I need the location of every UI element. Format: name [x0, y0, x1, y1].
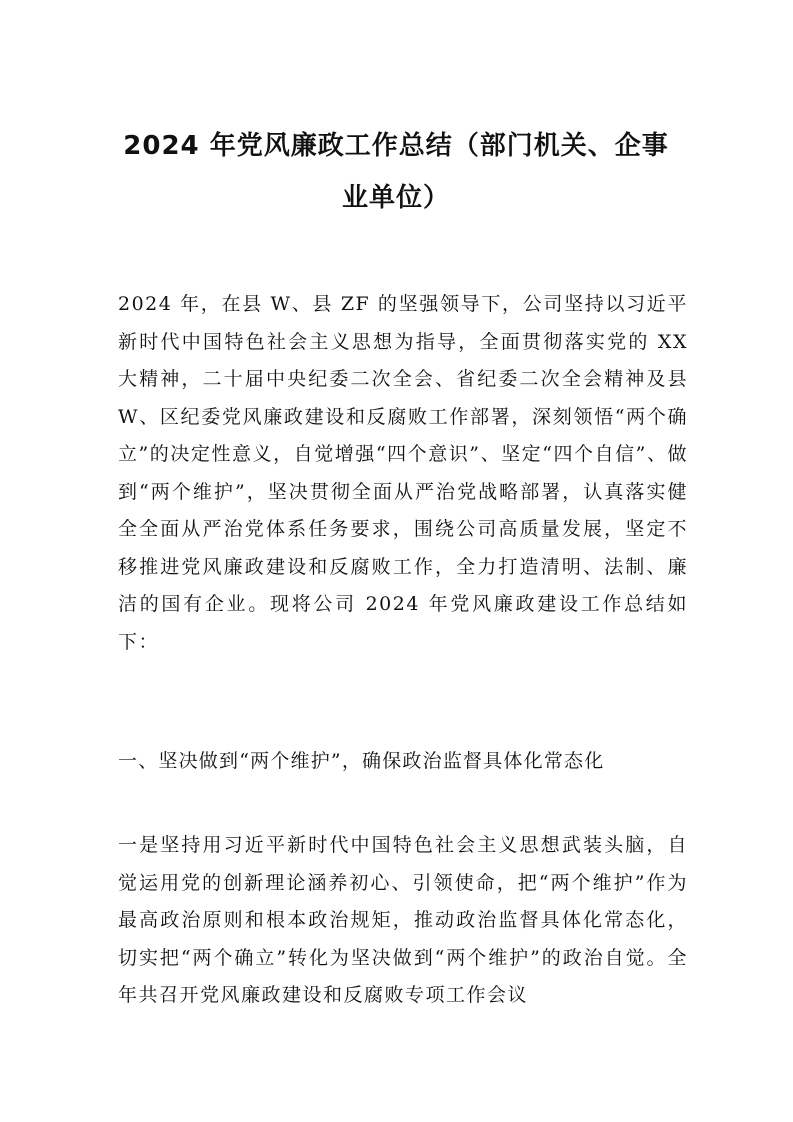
body-paragraph-1: 一是坚持用习近平新时代中国特色社会主义思想武装头脑，自觉运用党的创新理论涵养初心、引领使命，把“两个维护”作为最高政治原则和根本政治规矩，推动政治监督具体化常态化，切实把“两个确立”转化为坚决做到“两个维护”的政治自觉。全年共召开党风廉政建设和反腐败专项工作会议	[118, 834, 688, 1006]
title-line-2: 业单位）	[341, 183, 450, 213]
intro-paragraph: 2024 年，在县 W、县 ZF 的坚强领导下，公司坚持以习近平新时代中国特色社会主义思想为指导，全面贯彻落实党的 XX 大精神，二十届中央纪委二次全会、省纪委二次全会精神及县 W、区纪委党风廉政建设和反腐败工作部署，深刻领悟“两个确立”的决定性意义，自觉增强“四个意识”、坚定“四个自信”、做到“两个维护”，坚决贯彻全面从严治党战略部署，认真落实健全全面从严治党体系任务要求，围绕公司高质量发展，坚定不移推进党风廉政建设和反腐败工作，全力打造清明、法制、廉洁的国有企业。现将公司 2024 年党风廉政建设工作总结如下：	[118, 293, 688, 653]
title-line-1: 2024 年党风廉政工作总结（部门机关、企事	[123, 131, 669, 161]
document-title	[96, 120, 696, 224]
section-heading-1: 一、坚决做到“两个维护”，确保政治监督具体化常态化	[118, 750, 605, 772]
